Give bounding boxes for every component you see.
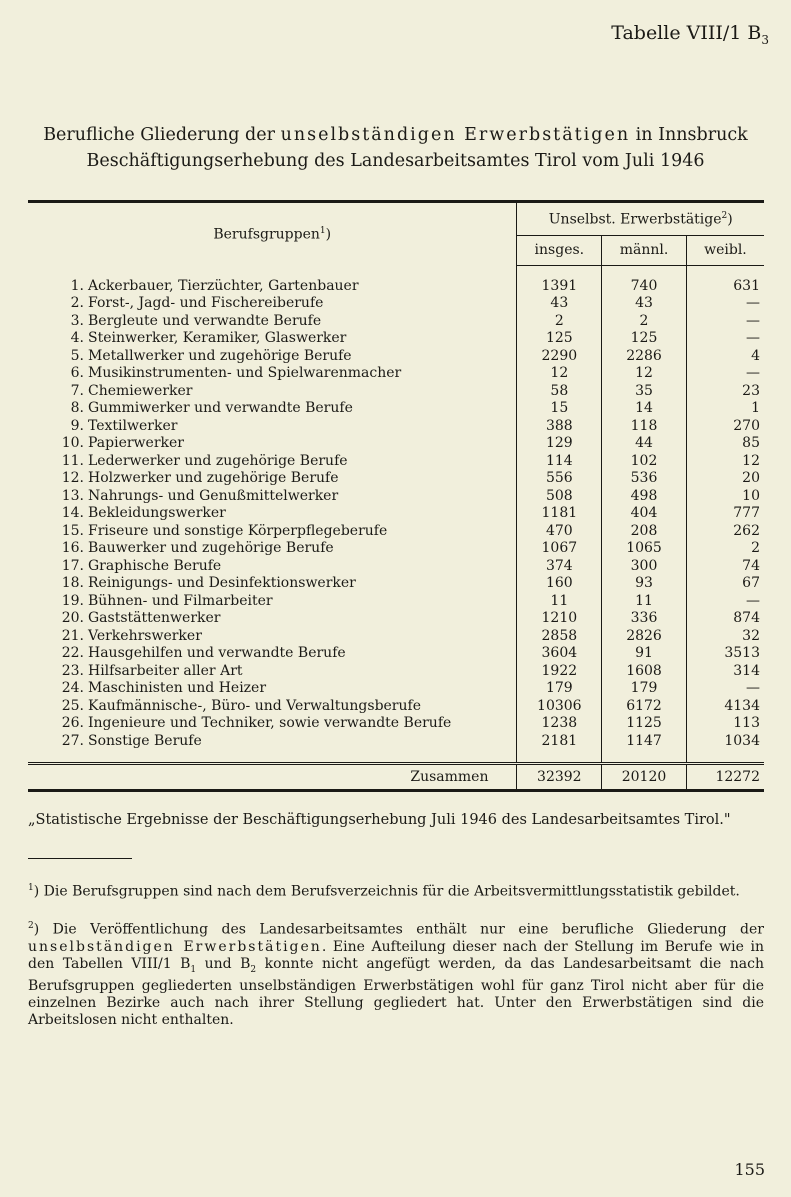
row-weibl: 67 bbox=[742, 575, 760, 591]
row-weibl: 314 bbox=[733, 662, 760, 679]
total-row bbox=[28, 764, 764, 791]
row-weibl: 23 bbox=[742, 382, 760, 399]
row-insges: 2181 bbox=[517, 733, 602, 751]
footnote-2: $^2$) Die Veröffentlichung des Landesarbeitsamtes enthält nur eine berufliche Gliederung der unselbständigen Erwerbstätigen. Eine Aufteilung dieser nach der Stellung im Berufe wie in den Tabellen VIII/1 $B_1$ und $B_2$ konnte nicht angefügt werden, da das Landesarbeitsamt die nach Berufsgruppen gegliederten unselbständigen Erwerbstätigen wohl für ganz Tirol nicht aber für die einzelnen Bezirke auch nach ihrer Stellung gegliedert hat. Unter den Erwerbstätigen sind die Arbeitslosen nicht enthalten. bbox=[28, 921, 764, 1029]
row-insges: 125 bbox=[517, 330, 602, 348]
table-row bbox=[28, 663, 764, 681]
row-weibl: 4 bbox=[751, 347, 760, 364]
row-label: 9. Textilwerker bbox=[28, 418, 517, 436]
total-label: Zusammen bbox=[28, 764, 517, 791]
row-label: 2. Forst-, Jagd- und Fischereiberufe bbox=[28, 295, 517, 313]
table-row bbox=[28, 733, 764, 751]
row-label: 1. Ackerbauer, Tierzüchter, Gartenbauer bbox=[28, 278, 517, 296]
row-insges: 2858 bbox=[517, 628, 602, 646]
row-insges: 3604 bbox=[517, 645, 602, 663]
row-label: 27. Sonstige Berufe bbox=[28, 733, 517, 751]
row-insges: 43 bbox=[517, 295, 602, 313]
row-maennl: 300 bbox=[602, 558, 687, 576]
row-weibl: 3513 bbox=[724, 645, 760, 661]
table-row bbox=[28, 313, 764, 331]
row-weibl: 2 bbox=[751, 540, 760, 556]
row-label: 6. Musikinstrumenten- und Spielwarenmacher bbox=[28, 365, 517, 383]
row-maennl: 208 bbox=[602, 523, 687, 541]
row-weibl: — bbox=[746, 680, 760, 696]
row-maennl: 1147 bbox=[602, 733, 687, 751]
row-label: 24. Maschinisten und Heizer bbox=[28, 680, 517, 698]
row-maennl: 118 bbox=[602, 418, 687, 436]
row-insges: 508 bbox=[517, 488, 602, 506]
row-maennl: 1125 bbox=[602, 715, 687, 733]
row-insges: 1210 bbox=[517, 610, 602, 628]
row-weibl: 4134 bbox=[724, 697, 760, 714]
row-insges: 11 bbox=[517, 593, 602, 611]
row-label: 14. Bekleidungswerker bbox=[28, 505, 517, 523]
row-maennl: 14 bbox=[602, 400, 687, 418]
row-maennl: 6172 bbox=[602, 698, 687, 716]
row-weibl: 10 bbox=[742, 487, 760, 504]
table-row bbox=[28, 365, 764, 383]
row-insges: 470 bbox=[517, 523, 602, 541]
table-row bbox=[28, 610, 764, 628]
row-insges: 1922 bbox=[517, 663, 602, 681]
row-weibl: 32 bbox=[742, 627, 760, 644]
row-insges: 1067 bbox=[517, 540, 602, 558]
row-label: 17. Graphische Berufe bbox=[28, 558, 517, 576]
header-erwerbstaetige: Unselbst. Erwerbstätige$^2$) bbox=[517, 202, 764, 236]
row-maennl: 43 bbox=[602, 295, 687, 313]
row-label: 5. Metallwerker und zugehörige Berufe bbox=[28, 348, 517, 366]
footnote-divider bbox=[28, 858, 132, 859]
table-row bbox=[28, 278, 764, 296]
row-insges: 58 bbox=[517, 383, 602, 401]
row-maennl: 336 bbox=[602, 610, 687, 628]
row-weibl: 777 bbox=[733, 505, 760, 521]
row-insges: 1238 bbox=[517, 715, 602, 733]
row-weibl: — bbox=[746, 295, 760, 311]
header-insges: insges. bbox=[517, 236, 602, 265]
table-row bbox=[28, 645, 764, 663]
header-maennl: männl. bbox=[602, 236, 687, 265]
row-maennl: 102 bbox=[602, 453, 687, 471]
row-weibl: 113 bbox=[733, 715, 760, 731]
row-insges: 114 bbox=[517, 453, 602, 471]
row-label: 22. Hausgehilfen und verwandte Berufe bbox=[28, 645, 517, 663]
row-label: 26. Ingenieure und Techniker, sowie verwandte Berufe bbox=[28, 715, 517, 733]
footnote-1: $^1$) Die Berufsgruppen sind nach dem Berufsverzeichnis für die Arbeitsvermittlungsstatistik gebildet. bbox=[28, 883, 740, 900]
row-label: 16. Bauwerker und zugehörige Berufe bbox=[28, 540, 517, 558]
table-reference: Tabelle VIII/1 $B_3$ bbox=[611, 22, 769, 47]
title-line-2: Beschäftigungserhebung des Landesarbeitsamtes Tirol vom Juli 1946 bbox=[86, 151, 705, 171]
row-maennl: 44 bbox=[602, 435, 687, 453]
row-label: 15. Friseure und sonstige Körperpflegeberufe bbox=[28, 523, 517, 541]
row-label: 10. Papierwerker bbox=[28, 435, 517, 453]
row-weibl: — bbox=[746, 312, 760, 329]
table-row bbox=[28, 593, 764, 611]
row-weibl: 20 bbox=[742, 470, 760, 486]
row-maennl: 2826 bbox=[602, 628, 687, 646]
table-row bbox=[28, 470, 764, 488]
row-insges: 15 bbox=[517, 400, 602, 418]
row-weibl: — bbox=[746, 592, 760, 609]
row-insges: 556 bbox=[517, 470, 602, 488]
table-row bbox=[28, 628, 764, 646]
row-label: 19. Bühnen- und Filmarbeiter bbox=[28, 593, 517, 611]
table-row bbox=[28, 435, 764, 453]
row-label: 18. Reinigungs- und Desinfektionswerker bbox=[28, 575, 517, 593]
row-label: 20. Gaststättenwerker bbox=[28, 610, 517, 628]
row-label: 11. Lederwerker und zugehörige Berufe bbox=[28, 453, 517, 471]
table-row bbox=[28, 523, 764, 541]
row-insges: 10306 bbox=[517, 698, 602, 716]
row-label: 21. Verkehrswerker bbox=[28, 628, 517, 646]
title-line-1: Berufliche Gliederung der unselbständigen Erwerbstätigen in Innsbruck bbox=[43, 125, 748, 145]
row-insges: 179 bbox=[517, 680, 602, 698]
row-insges: 12 bbox=[517, 365, 602, 383]
row-weibl: — bbox=[746, 330, 760, 346]
table-row bbox=[28, 558, 764, 576]
row-insges: 374 bbox=[517, 558, 602, 576]
row-label: 7. Chemiewerker bbox=[28, 383, 517, 401]
row-weibl: 74 bbox=[742, 557, 760, 574]
row-maennl: 498 bbox=[602, 488, 687, 506]
row-maennl: 536 bbox=[602, 470, 687, 488]
row-insges: 160 bbox=[517, 575, 602, 593]
row-maennl: 1065 bbox=[602, 540, 687, 558]
row-maennl: 404 bbox=[602, 505, 687, 523]
row-weibl: 12 bbox=[742, 452, 760, 469]
row-weibl: 85 bbox=[742, 435, 760, 451]
row-weibl: 874 bbox=[733, 610, 760, 626]
row-maennl: 1608 bbox=[602, 663, 687, 681]
row-maennl: 35 bbox=[602, 383, 687, 401]
table-row bbox=[28, 698, 764, 716]
row-insges: 1391 bbox=[517, 278, 602, 296]
statistics-table bbox=[28, 200, 764, 792]
row-label: 12. Holzwerker und zugehörige Berufe bbox=[28, 470, 517, 488]
row-label: 3. Bergleute und verwandte Berufe bbox=[28, 313, 517, 331]
table-row bbox=[28, 383, 764, 401]
table-row bbox=[28, 680, 764, 698]
table-row bbox=[28, 330, 764, 348]
total-insges: 32392 bbox=[517, 764, 602, 791]
table-row bbox=[28, 295, 764, 313]
page-title bbox=[0, 122, 791, 174]
row-maennl: 11 bbox=[602, 593, 687, 611]
row-weibl: — bbox=[746, 365, 760, 381]
table-row bbox=[28, 575, 764, 593]
row-maennl: 179 bbox=[602, 680, 687, 698]
row-weibl: 1 bbox=[751, 400, 760, 416]
total-maennl: 20120 bbox=[602, 764, 687, 791]
source-note: „Statistische Ergebnisse der Beschäftigungserhebung Juli 1946 des Landesarbeitsamtes Tirol." bbox=[28, 812, 731, 828]
row-maennl: 93 bbox=[602, 575, 687, 593]
row-label: 13. Nahrungs- und Genußmittelwerker bbox=[28, 488, 517, 506]
row-weibl: 1034 bbox=[724, 732, 760, 749]
row-label: 4. Steinwerker, Keramiker, Glaswerker bbox=[28, 330, 517, 348]
table-row bbox=[28, 400, 764, 418]
row-insges: 2 bbox=[517, 313, 602, 331]
table-row bbox=[28, 540, 764, 558]
row-insges: 129 bbox=[517, 435, 602, 453]
table-row bbox=[28, 453, 764, 471]
row-label: 8. Gummiwerker und verwandte Berufe bbox=[28, 400, 517, 418]
row-insges: 388 bbox=[517, 418, 602, 436]
row-maennl: 740 bbox=[602, 278, 687, 296]
row-maennl: 2286 bbox=[602, 348, 687, 366]
table-row bbox=[28, 715, 764, 733]
row-maennl: 91 bbox=[602, 645, 687, 663]
total-weibl: 12272 bbox=[686, 764, 764, 791]
table-row bbox=[28, 418, 764, 436]
row-weibl: 631 bbox=[733, 277, 760, 294]
page-number: 155 bbox=[734, 1160, 765, 1179]
row-label: 23. Hilfsarbeiter aller Art bbox=[28, 663, 517, 681]
row-insges: 2290 bbox=[517, 348, 602, 366]
table-row bbox=[28, 505, 764, 523]
row-maennl: 125 bbox=[602, 330, 687, 348]
table-row bbox=[28, 488, 764, 506]
row-insges: 1181 bbox=[517, 505, 602, 523]
row-weibl: 270 bbox=[733, 417, 760, 434]
row-weibl: 262 bbox=[733, 522, 760, 539]
header-berufsgruppen: Berufsgruppen$^1$) bbox=[28, 202, 517, 266]
row-maennl: 2 bbox=[602, 313, 687, 331]
header-weibl: weibl. bbox=[686, 236, 764, 265]
row-label: 25. Kaufmännische-, Büro- und Verwaltungsberufe bbox=[28, 698, 517, 716]
row-maennl: 12 bbox=[602, 365, 687, 383]
table-row bbox=[28, 348, 764, 366]
